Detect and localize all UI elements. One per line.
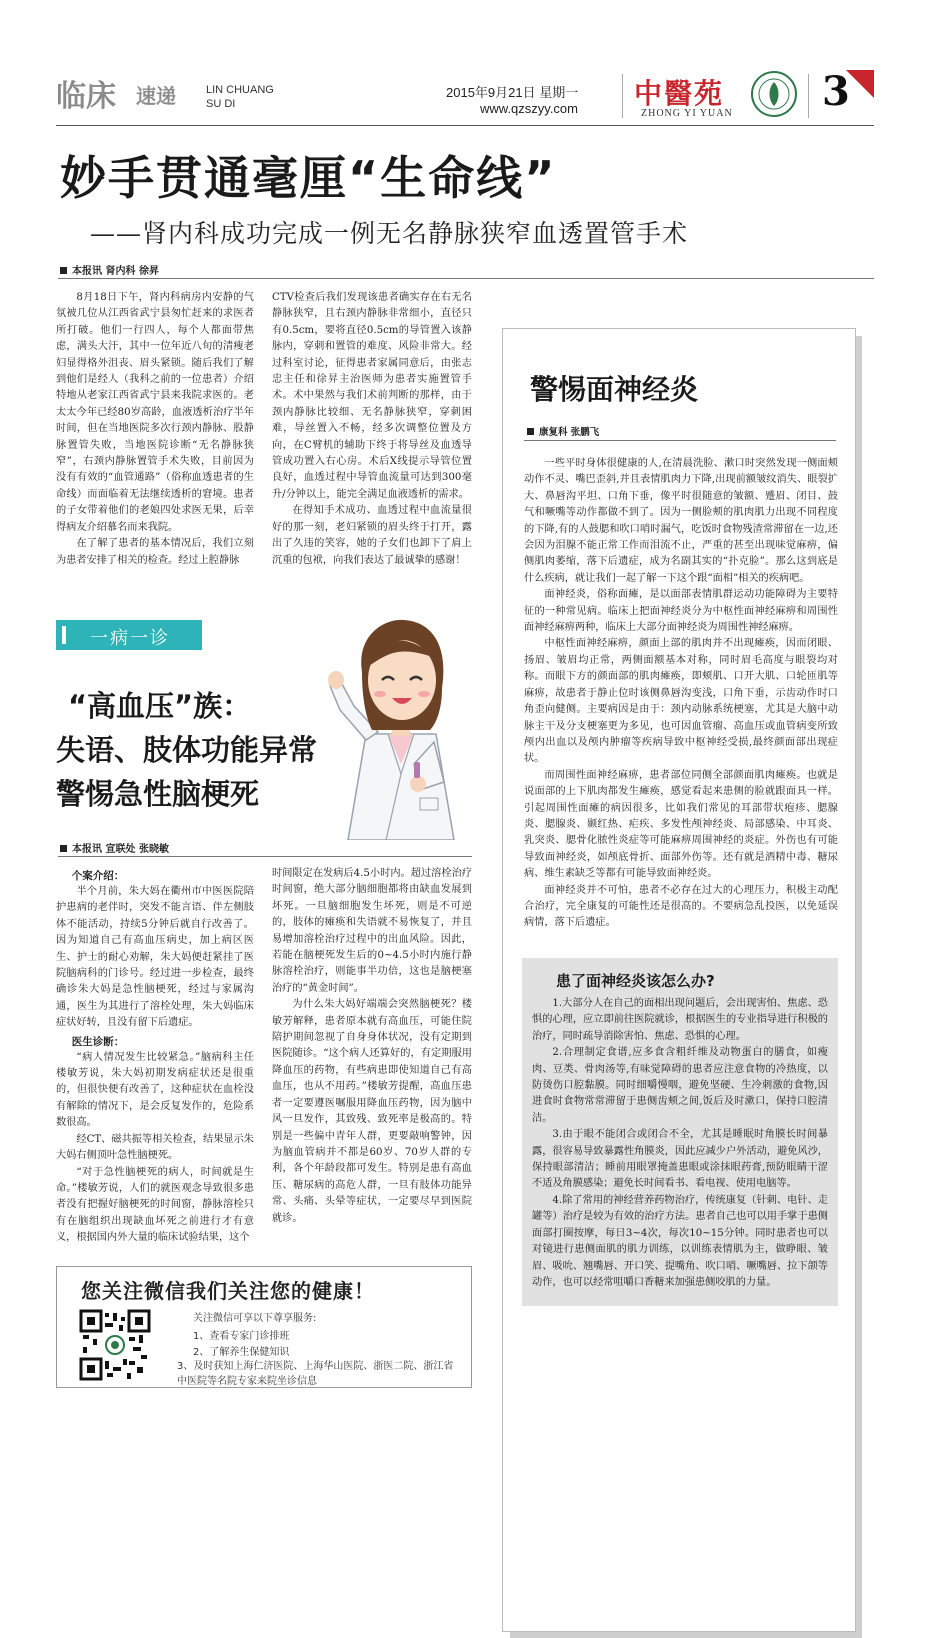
treatment-item-4: 4.除了常用的神经营养药物治疗，传统康复（针刺、电针、走罐等）治疗是较为有效的治疗方法。患者自己也可以用手掌于患侧面部打圈按摩，每日3~4次，每次10~15分钟。同时患者也可以对镜进行患侧面肌的肌力训练，以训练表情肌为主，做睁眼、皱眉、吸吮、翘嘴唇、开口笑、提嘴角、吹口哨、噘嘴唇、拉下颌等动作，也可以经常咀嚼口香糖来加强患侧咬肌的力量。 <box>532 1194 828 1288</box>
treatment-box-title: 患了面神经炎该怎么办? <box>556 972 715 990</box>
diagnosis-heading: 医生诊断： <box>71 1035 125 1048</box>
paper-logo-pinyin: ZHONG YI YUAN <box>641 108 733 119</box>
article1-p4: 在得知手术成功、血透过程中血流量很好的那一刻，老妇紧锁的眉头终于打开，露出了久违的笑容，她的子女们也卸下了肩上沉重的包袱，向我们表达了最诚挚的感谢！ <box>272 505 472 566</box>
article3-headline: 警惕面神经炎 <box>530 373 699 406</box>
header-rule <box>56 125 874 126</box>
issue-date: 2015年9月21日 星期一 <box>446 85 579 100</box>
column-tag-mark <box>62 626 66 644</box>
paper-logo: 中醫苑 <box>634 77 725 110</box>
doctor-illustration <box>326 614 476 840</box>
article2-p1: 半个月前，朱大妈在衢州市中医医院陪护患病的老伴时，突发不能言语、伴左侧肢体不能活动，持续5分钟后就自行改善了。因为知道自己有高血压病史，加上病区医生、护士的耐心劝解，朱大妈便赶紧挂了医院脑病科的门诊号。经过进一步检查，最终确诊朱大妈是急性脑梗死，经过与家属沟通，医生为其进行了溶栓处理，朱大妈临床症状好转，且没有留下后遗症。 <box>56 886 254 1029</box>
article2-p3: 经CT、磁共振等相关检查，结果显示朱大妈右侧顶叶急性脑梗死。 <box>56 1133 254 1162</box>
article1-p2: 在了解了患者的基本情况后，我们立刻为患者安排了相关的检查。经过上腔静脉 <box>56 538 254 566</box>
article1-rule <box>58 278 874 279</box>
article2-byline: 本报讯 宣联处 张晓敏 <box>60 840 169 855</box>
site-url: www.qzszyy.com <box>480 101 578 116</box>
article3-body <box>524 456 838 932</box>
article1-subheadline: ——肾内科成功完成一例无名静脉狭窄血透置管手术 <box>90 219 689 248</box>
treatment-box-body <box>532 996 828 1291</box>
article3-byline: 康复科 张鹏飞 <box>527 424 599 438</box>
article2-headline <box>56 684 356 816</box>
case-intro-heading: 个案介绍： <box>71 870 125 882</box>
article1-p3: CTV检查后我们发现该患者确实存在右无名静脉狭窄，且右颈内静脉非常细小，直径只有0.5cm，要将直径0.5cm的导管置入该静脉内，穿刺和置管的难度、风险非常大。经过科室讨论，征得患者家属同意后，由张志忠主任和徐昇主治医师为患者实施置管手术。术中果然与我们术前判断的那样，由于颈内静脉比较细、无名静脉狭窄，穿刺困难，导丝置入不畅，经多次调整位置及方向，在C臂机的辅助下终于将导丝及血透导管成功置入右心房。术后X线提示导管位置良好，血透过程中导管血流量可达到300毫升/分钟以上，能完全满足血液透析的需求。 <box>272 292 472 500</box>
treatment-item-3: 3.由于眼不能闭合或闭合不全，尤其是睡眠时角膜长时间暴露，很容易导致暴露性角膜炎，因此应减少户外活动，避免风沙，保持眼部清洁；睡前用眼罩掩盖患眼或涂抹眼药膏,预防眼睛干涩不适及角膜感染；避免长时间看书、看电视、使用电脑等。 <box>532 1129 828 1190</box>
page-divider <box>808 74 809 118</box>
section-pinyin-2: SU DI <box>206 98 236 110</box>
article2-col1 <box>56 866 254 1247</box>
header <box>56 66 876 126</box>
article2-headline-line3: 警惕急性脑梗死 <box>56 777 260 811</box>
column-tag <box>56 620 202 650</box>
article1-col2 <box>272 290 472 569</box>
wechat-intro: 关注微信可享以下尊享服务: <box>193 1313 317 1324</box>
wechat-item-3: 3、及时获知上海仁济医院、上海华山医院、浙医二院、浙江省中医院等名院专家来院坐诊信息 <box>177 1361 454 1387</box>
wechat-title: 您关注微信我们关注您的健康！ <box>81 1279 375 1303</box>
article3-rule <box>524 440 836 441</box>
section-title-big: 临床 <box>56 79 116 114</box>
article2-rule <box>58 856 472 857</box>
article2-p6: 为什么朱大妈好端端会突然脑梗死？楼敏芳解释，患者原本就有高血压，可能住院陪护期间忽视了自身身体状况，没有定期到医院随诊。“这个病人还算好的，有定期服用降血压的药物，有些病患即使知道自己有高血压，也从不用药。”楼敏芳提醒，高血压患者一定要遵医嘱服用降血压药物，因为脑中风一旦发作，其致残、致死率是极高的。特别是一些偏中青年人群，更要敲响警钟，因为脑血管病并不都是60岁、70岁人群的专利，各个年龄段都可发生。特别是患有高血压、糖尿病的高危人群，一旦有肢体功能异常、头痛、头晕等症状，一定要尽早到医院就诊。 <box>272 999 472 1224</box>
article3-p1: 一些平时身体很健康的人,在清晨洗脸、漱口时突然发现一侧面颊动作不灵、嘴巴歪斜,并且表情肌肉力下降,出现前额皱纹消失、眼裂扩大、鼻唇沟平坦、口角下垂，像平时很随意的皱额、蹙眉、闭目、鼓气和噘嘴等动作都做不到了。因为一侧脸颊的肌肉肌力出现不同程度的下降,有的人鼓腮和吹口哨时漏气，吃饭时食物残渣常滞留在一边,还会因为泪腺不能正常工作而泪流不止，严重的甚至出现味觉麻痹，偏侧肌肉萎缩，落下后遗症，成为名副其实的“扑克脸”。那么这到底是什么疾病，就让我们一起了解一下这个跟“面相”相关的疾病吧。 <box>524 458 838 584</box>
article1-col1 <box>56 290 254 569</box>
article3-p2: 面神经炎，俗称面瘫，是以面部表情肌群运动功能障碍为主要特征的一种常见病。临床上把面神经炎分为中枢性面神经麻痹和周围性面神经麻痹两种，临床上大部分面神经炎为周围性神经麻痹。 <box>524 589 838 634</box>
article1-p1: 8月18日下午，肾内科病房内安静的气氛被几位从江西省武宁县匆忙赶来的求医者所打破。他们一行四人，每个人都面带焦虑，满头大汗，其中一位年近八旬的清瘦老妇显得格外沮丧、眉头紧锁。随后我们了解到他们是经人（我科之前的一位患者）介绍特地从老家江西省武宁县来我院求医的。老太太今年已经80岁高龄，血液透析治疗半年时间，但在当地医院多次行颈内静脉、股静脉置管失败，当地医院诊断“无名静脉狭窄”，右颈内静脉置管手术失败，目前因为没有有效的“血管通路”（俗称血透患者的生命线）而面临着无法继续透析的窘境。患者的子女带着他们的老娘四处求医无果，后幸得病友介绍慕名而来我院。 <box>56 292 254 533</box>
page-number: 3 <box>822 68 850 115</box>
section-pinyin-1: LIN CHUANG <box>206 84 274 96</box>
article1-byline: 本报讯 肾内科 徐昇 <box>60 262 159 277</box>
article2-headline-line2: 失语、肢体功能异常 <box>56 733 318 767</box>
article3-p4: 而周围性面神经麻痹，患者部位同侧全部颜面肌肉瘫痪。也就是说面部的上下肌肉都发生瘫痪，感觉看起来患侧的脸就跟面具一样。引起周围性面瘫的病因很多，比如我们常见的耳部带状疱疹、腮腺炎、腮腺炎、颞红热、疟疾、多发性颅神经炎、局部感染、中耳炎、乳突炎、腮骨化脓性炎症等可能麻痹周围神经的炎症。外伤也有可能导致面神经炎，如颅底骨折、面部外伤等。还有就是酒精中毒、糖尿病、维生素缺乏等都有可能导致面神经炎。 <box>524 769 838 880</box>
wechat-qr-icon[interactable] <box>79 1309 151 1381</box>
article2-headline-line1: “高血压”族： <box>68 689 252 723</box>
treatment-item-2: 2.合理制定食谱,应多食含粗纤维及动物蛋白的膳食，如瘦肉、豆类、骨肉汤等,有味觉障碍的患者应注意食物的冷热度，以防烫伤口腔黏膜。同时细嚼慢咽，避免坚硬、生冷刺激的食物,因进食时食物常常滞留于患侧齿颊之间,饭后及时漱口，保持口腔清洁。 <box>532 1047 828 1124</box>
treatment-item-1: 1.大部分人在自己的面相出现问题后，会出现害怕、焦虑、恐惧的心理，应立即前往医院就诊，根据医生的专业指导进行积极的治疗，同时疏导消除害怕、焦虑、恐惧的心理。 <box>532 998 828 1042</box>
article2-col2 <box>272 866 472 1227</box>
section-title-small: 速递 <box>136 84 176 108</box>
header-divider <box>622 74 623 118</box>
column-tag-label: 一病一诊 <box>90 628 170 649</box>
hospital-seal-icon <box>750 70 798 118</box>
article2-p2: “病人情况发生比较紧急。”脑病科主任楼敏芳说，朱大妈初期发病症状还是很重的，但很快便有改善了，这种症状在血栓没有解除的情况下，是会反复发作的，危险系数很高。 <box>56 1051 254 1129</box>
wechat-item-1: 1、查看专家门诊排班 <box>193 1331 290 1342</box>
article2-p4: “对于急性脑梗死的病人，时间就是生命。”楼敏芳说，人们的就医观念导致很多患者没有把握好脑梗死的时间窗，静脉溶栓只有在脑组织出现缺血坏死之前进行才有意义，根据国内外大量的临床试验结果，这个 <box>56 1166 254 1244</box>
article3-p3: 中枢性面神经麻痹，颜面上部的肌肉并不出现瘫痪，因而闭眼、扬眉、皱眉均正常，两侧面额基本对称，同时眉毛高度与眼裂均对称。而眼下方的颜面部的肌肉瘫痪，即颊肌、口开大肌、口轮匝肌等麻痹，故患者于静止位时该侧鼻唇沟变浅，口角下垂，示齿动作时口角歪向健侧。主要病因是由于：颈内动脉系统梗塞，尤其是大脑中动脉主干及分支梗塞更为多见，也可因血管瘤、高血压或血管病变所致颅内出血以及颅内肿瘤等疾病导致中枢神经受损,最终颜面部出现症状。 <box>524 638 838 765</box>
corner-ribbon <box>846 70 874 98</box>
wechat-box <box>56 1266 472 1388</box>
article3-p5: 面神经炎并不可怕，患者不必存在过大的心理压力，积极主动配合治疗，完全康复的可能性还是很高的。不要病急乱投医，以免延误病情，落下后遗症。 <box>524 884 838 929</box>
wechat-item-2: 2、了解养生保健知识 <box>193 1347 290 1358</box>
article2-p5: 时间限定在发病后4.5小时内。超过溶栓治疗时间窗，绝大部分脑细胞都将由缺血发展到坏死。一旦脑细胞发生坏死，则是不可逆的，肢体的瘫痪和失语就不易恢复了，并且易增加溶栓治疗过程中的出血风险。因此，若能在脑梗死发生后的0~4.5小时内施行静脉溶栓治疗，则能事半功倍，这也是脑梗塞治疗的“黄金时间”。 <box>272 868 472 994</box>
article1-headline: 妙手贯通毫厘“生命线” <box>60 151 557 205</box>
